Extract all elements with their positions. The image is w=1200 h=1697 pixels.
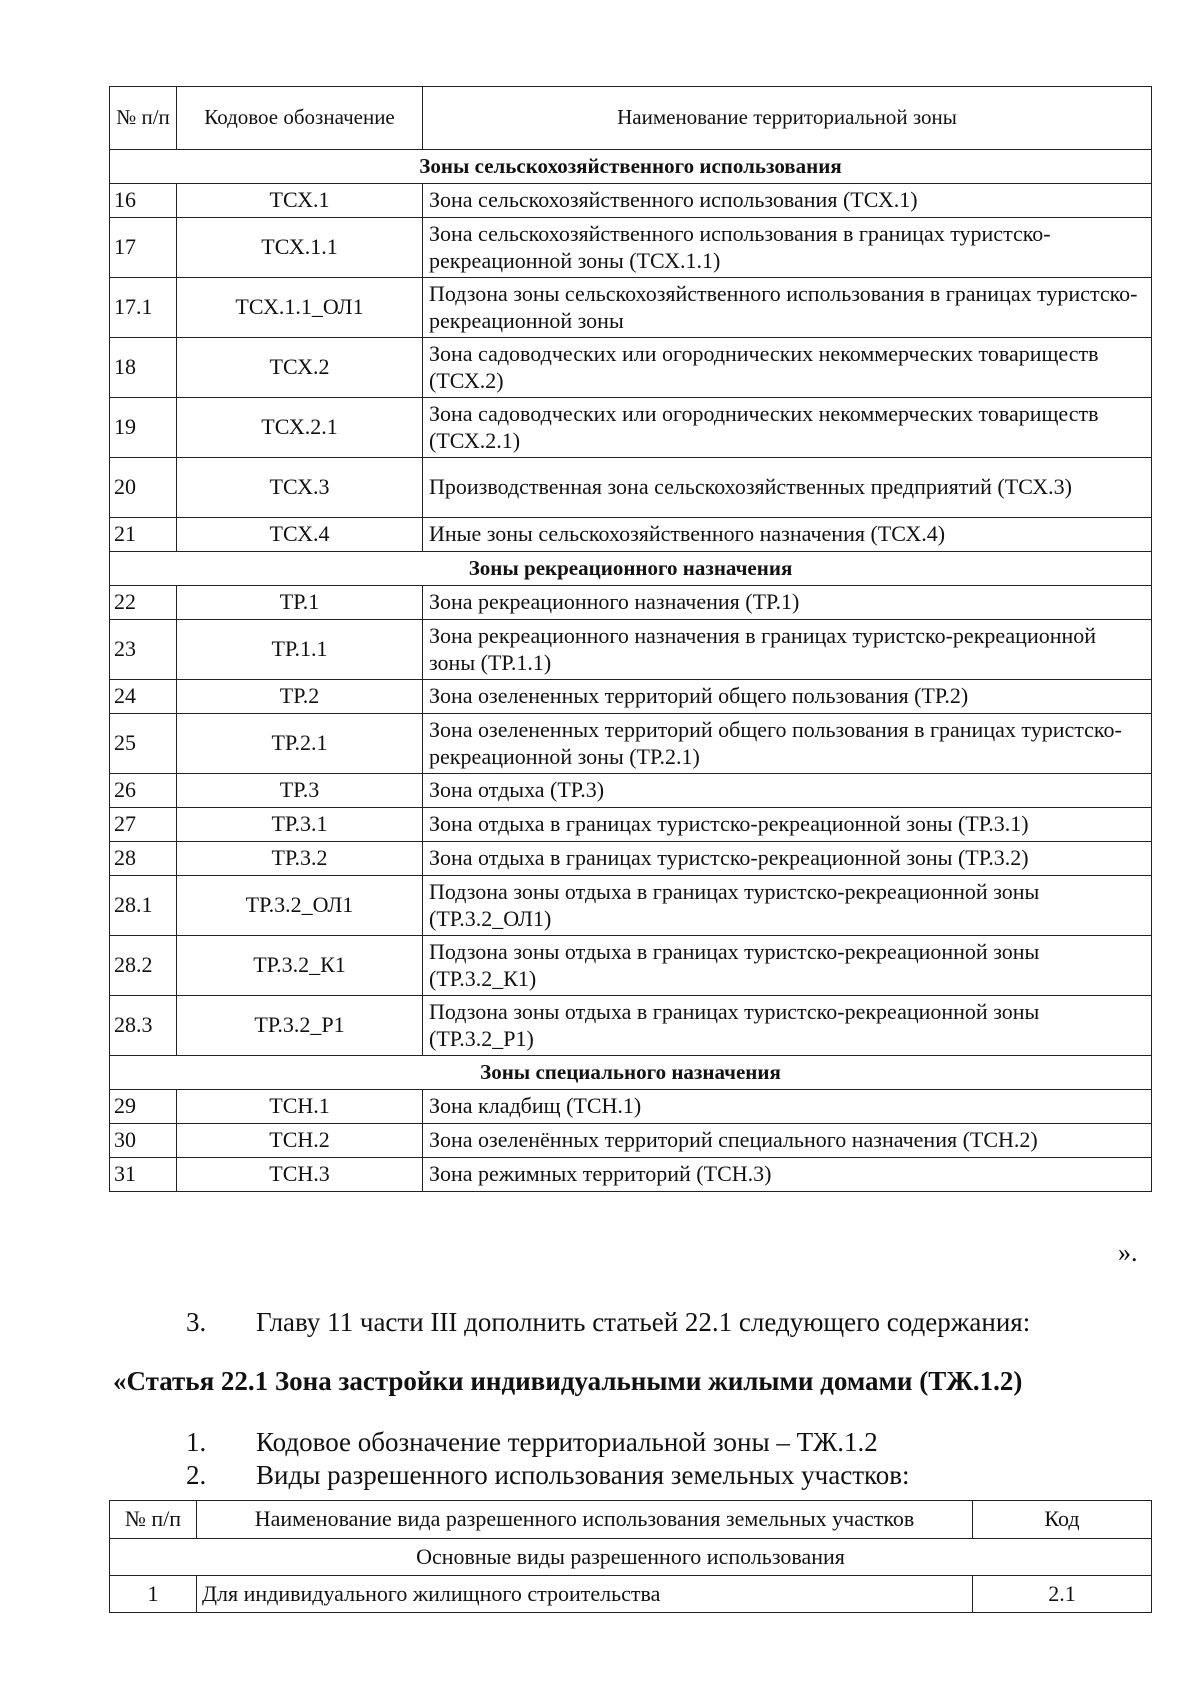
row-name: Зона сельскохозяйственного использования (ТСХ.1) [423, 184, 1152, 218]
closing-quote: ». [1118, 1238, 1138, 1267]
row-code: ТР.3 [177, 774, 423, 808]
item-number: 2. [186, 1460, 207, 1490]
row-code: ТР.1.1 [177, 620, 423, 680]
table-row [110, 518, 1152, 552]
row-num: 29 [110, 1090, 177, 1124]
section-title: Зоны рекреационного назначения [110, 552, 1152, 586]
table-row [110, 218, 1152, 278]
row-num: 24 [110, 680, 177, 714]
row-num: 22 [110, 586, 177, 620]
header-code: Код [973, 1501, 1152, 1539]
row-code: ТСН.2 [177, 1124, 423, 1158]
row-name: Для индивидуального жилищного строительства [197, 1576, 973, 1613]
row-code: ТР.1 [177, 586, 423, 620]
row-name: Подзона зоны отдыха в границах туристско-рекреационной зоны (ТР.3.2_К1) [423, 936, 1152, 996]
row-code: ТСХ.3 [177, 458, 423, 518]
table-row [110, 1124, 1152, 1158]
table-row [110, 458, 1152, 518]
table-row [110, 714, 1152, 774]
row-name: Зона садоводческих или огороднических некоммерческих товариществ (ТСХ.2) [423, 338, 1152, 398]
item-text: Виды разрешенного использования земельных участков: [256, 1460, 910, 1490]
row-num: 1 [110, 1576, 197, 1613]
row-name: Подзона зоны отдыха в границах туристско-рекреационной зоны (ТР.3.2_Р1) [423, 996, 1152, 1056]
section-title: Зоны сельскохозяйственного использования [110, 150, 1152, 184]
row-code: ТР.3.2_ОЛ1 [177, 876, 423, 936]
header-code: Кодовое обозначение [177, 87, 423, 150]
row-name: Зона озеленённых территорий специального назначения (ТСН.2) [423, 1124, 1152, 1158]
row-num: 28 [110, 842, 177, 876]
row-name: Подзона зоны отдыха в границах туристско-рекреационной зоны (ТР.3.2_ОЛ1) [423, 876, 1152, 936]
row-name: Производственная зона сельскохозяйственных предприятий (ТСХ.3) [423, 458, 1152, 518]
row-name: Зона отдыха в границах туристско-рекреационной зоны (ТР.3.2) [423, 842, 1152, 876]
row-code: ТР.3.2_Р1 [177, 996, 423, 1056]
row-name: Зона отдыха (ТР.3) [423, 774, 1152, 808]
row-name: Зона садоводческих или огороднических некоммерческих товариществ (ТСХ.2.1) [423, 398, 1152, 458]
row-num: 21 [110, 518, 177, 552]
table-header-row [110, 87, 1152, 150]
row-code: ТСХ.2 [177, 338, 423, 398]
row-name: Подзона зоны сельскохозяйственного использования в границах туристско-рекреационной зоны [423, 278, 1152, 338]
header-num: № п/п [110, 1501, 197, 1539]
row-name: Зона сельскохозяйственного использования в границах туристско-рекреационной зоны (ТСХ.1.1) [423, 218, 1152, 278]
item-text: Главу 11 части III дополнить статьей 22.1 следующего содержания: [256, 1307, 1031, 1337]
list-item-2 [186, 1460, 910, 1491]
row-name: Иные зоны сельскохозяйственного назначения (ТСХ.4) [423, 518, 1152, 552]
row-num: 19 [110, 398, 177, 458]
row-name: Зона озелененных территорий общего пользования (ТР.2) [423, 680, 1152, 714]
header-num: № п/п [110, 87, 177, 150]
amendment-item-3 [186, 1307, 1030, 1338]
row-num: 31 [110, 1158, 177, 1192]
section-row [110, 150, 1152, 184]
section-row [110, 1539, 1152, 1576]
table-row [110, 184, 1152, 218]
table-row [110, 936, 1152, 996]
item-number: 1. [186, 1427, 207, 1457]
header-name: Наименование территориальной зоны [423, 87, 1152, 150]
row-num: 25 [110, 714, 177, 774]
table-row [110, 680, 1152, 714]
row-num: 17 [110, 218, 177, 278]
row-code: ТСН.3 [177, 1158, 423, 1192]
section-title: Зоны специального назначения [110, 1056, 1152, 1090]
table-row [110, 1158, 1152, 1192]
table-header-row [110, 1501, 1152, 1539]
row-code: ТСН.1 [177, 1090, 423, 1124]
section-row [110, 1056, 1152, 1090]
row-code: ТР.3.2 [177, 842, 423, 876]
item-number: 3. [186, 1307, 207, 1337]
table-row [110, 876, 1152, 936]
row-code: ТР.3.1 [177, 808, 423, 842]
permitted-uses-table [109, 1500, 1152, 1613]
row-num: 27 [110, 808, 177, 842]
table-row [110, 398, 1152, 458]
table-row [110, 996, 1152, 1056]
row-code: ТСХ.4 [177, 518, 423, 552]
row-code: ТСХ.2.1 [177, 398, 423, 458]
row-name: Зона рекреационного назначения (ТР.1) [423, 586, 1152, 620]
row-name: Зона отдыха в границах туристско-рекреационной зоны (ТР.3.1) [423, 808, 1152, 842]
row-num: 16 [110, 184, 177, 218]
row-num: 28.3 [110, 996, 177, 1056]
row-name: Зона рекреационного назначения в границах туристско-рекреационной зоны (ТР.1.1) [423, 620, 1152, 680]
table-row [110, 842, 1152, 876]
table-row [110, 774, 1152, 808]
header-name: Наименование вида разрешенного использования земельных участков [197, 1501, 973, 1539]
article-heading: «Статья 22.1 Зона застройки индивидуальными жилыми домами (ТЖ.1.2) [113, 1366, 1023, 1396]
row-name: Зона кладбищ (ТСН.1) [423, 1090, 1152, 1124]
section-title: Основные виды разрешенного использования [110, 1539, 1152, 1576]
table-row [110, 1576, 1152, 1613]
table-row [110, 586, 1152, 620]
table-row [110, 808, 1152, 842]
row-code: ТСХ.1.1 [177, 218, 423, 278]
row-code: ТР.2.1 [177, 714, 423, 774]
row-name: Зона озелененных территорий общего пользования в границах туристско-рекреационной зоны (ТР.2.1) [423, 714, 1152, 774]
table-row [110, 1090, 1152, 1124]
row-num: 23 [110, 620, 177, 680]
row-num: 20 [110, 458, 177, 518]
row-num: 17.1 [110, 278, 177, 338]
territorial-zones-table [109, 86, 1152, 1192]
table-row [110, 278, 1152, 338]
row-code: ТР.2 [177, 680, 423, 714]
row-num: 18 [110, 338, 177, 398]
row-code: ТСХ.1 [177, 184, 423, 218]
item-text: Кодовое обозначение территориальной зоны – ТЖ.1.2 [256, 1427, 878, 1457]
list-item-1 [186, 1427, 878, 1458]
row-code: ТСХ.1.1_ОЛ1 [177, 278, 423, 338]
row-num: 28.2 [110, 936, 177, 996]
row-num: 26 [110, 774, 177, 808]
row-code: 2.1 [973, 1576, 1152, 1613]
row-num: 28.1 [110, 876, 177, 936]
table-row [110, 338, 1152, 398]
row-name: Зона режимных территорий (ТСН.3) [423, 1158, 1152, 1192]
row-code: ТР.3.2_К1 [177, 936, 423, 996]
table-row [110, 620, 1152, 680]
row-num: 30 [110, 1124, 177, 1158]
section-row [110, 552, 1152, 586]
